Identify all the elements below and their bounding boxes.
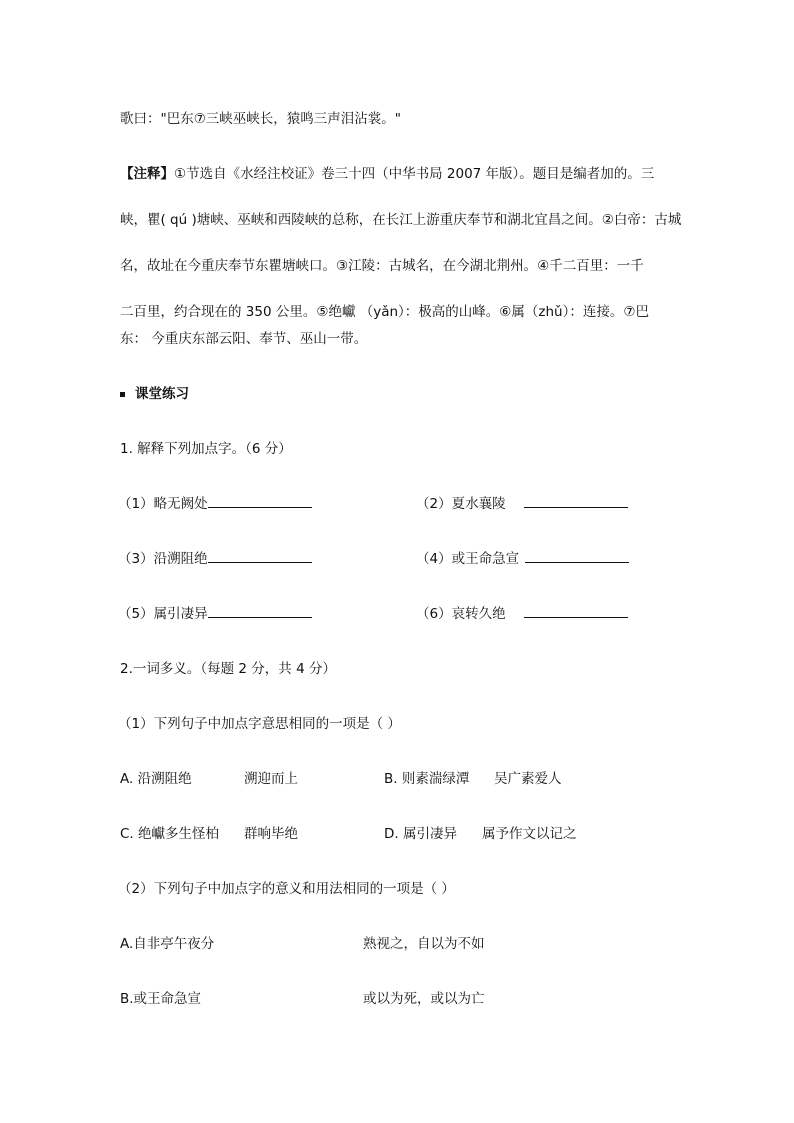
q2-sub2-stem: （2）下列句子中加点字的意义和用法相同的一项是（ ） bbox=[118, 881, 455, 897]
q1-item-2 bbox=[416, 495, 628, 513]
option-phrase-2: 群响毕绝 bbox=[244, 826, 298, 842]
option-label: B. bbox=[384, 771, 398, 787]
notes-line-2: 峡，瞿( qú )塘峡、巫峡和西陵峡的总称，在长江上游重庆奉节和湖北宜昌之间。②白帝：古城 bbox=[120, 212, 682, 228]
section-heading bbox=[120, 385, 189, 403]
option-phrase-2: 属予作文以记之 bbox=[482, 826, 577, 842]
option-phrase-2: 溯迎而上 bbox=[244, 771, 298, 787]
q2-sub1-option-d bbox=[384, 825, 457, 843]
q2-sub1-stem: （1）下列句子中加点字意思相同的一项是（ ） bbox=[118, 716, 401, 732]
q2-title: 2.一词多义。（每题 2 分，共 4 分） bbox=[120, 661, 336, 677]
bullet-square-icon bbox=[120, 392, 125, 397]
option-phrase-1: 沿溯阻绝 bbox=[137, 771, 192, 787]
option-phrase-2: 吴广素爱人 bbox=[494, 771, 562, 787]
q2-sub1-option-b bbox=[384, 770, 469, 788]
notes-heading: 【注释】 bbox=[120, 166, 174, 182]
notes-line-3: 名，故址在今重庆奉节东瞿塘峡口。③江陵：古城名，在今湖北荆州。④千二百里：一千 bbox=[120, 258, 644, 274]
q1-item-3 bbox=[118, 550, 312, 568]
q1-title: 1. 解释下列加点字。（6 分） bbox=[120, 441, 292, 457]
q2-sub2-option-a-compare: 熟视之，自以为不如 bbox=[363, 936, 485, 952]
q2-sub1-option-c bbox=[120, 825, 219, 843]
q2-sub2-option-b: B.或王命急宣 bbox=[120, 991, 202, 1007]
q2-sub1-option-a bbox=[120, 770, 192, 788]
q1-item-label: （3）沿溯阻绝 bbox=[118, 551, 208, 567]
q2-sub2-option-a: A.自非亭午夜分 bbox=[120, 936, 215, 952]
answer-blank[interactable] bbox=[208, 495, 312, 508]
q1-item-label: （4）或王命急宣 bbox=[416, 551, 520, 567]
option-label: A. bbox=[120, 771, 134, 787]
q2-sub2-option-b-compare: 或以为死，或以为亡 bbox=[363, 991, 485, 1007]
answer-blank[interactable] bbox=[524, 605, 628, 618]
option-phrase-1: 绝巘多生怪柏 bbox=[138, 826, 220, 842]
notes-line-5: 东： 今重庆东部云阳、奉节、巫山一带。 bbox=[120, 331, 368, 347]
q1-item-label: （1）略无阙处 bbox=[118, 496, 208, 512]
answer-blank[interactable] bbox=[524, 495, 628, 508]
poem-line: 歌曰："巴东⑦三峡巫峡长，猿鸣三声泪沾裳。" bbox=[120, 111, 402, 127]
q1-item-1 bbox=[118, 495, 312, 513]
q1-item-label: （5）属引凄异 bbox=[118, 606, 208, 622]
option-phrase-1: 属引凄异 bbox=[402, 826, 457, 842]
option-phrase-1: 则素湍绿潭 bbox=[401, 771, 470, 787]
notes-line-4: 二百里，约合现在的 350 公里。⑤绝巘 （yǎn）：极高的山峰。⑥属（zhǔ）：连接。⑦巴 bbox=[120, 304, 649, 320]
answer-blank[interactable] bbox=[208, 605, 312, 618]
notes-line-1 bbox=[120, 165, 654, 183]
section-title: 课堂练习 bbox=[135, 386, 189, 402]
option-label: D. bbox=[384, 826, 399, 842]
answer-blank[interactable] bbox=[208, 550, 312, 563]
q1-item-6 bbox=[416, 605, 628, 623]
notes-text-1: ①节选自《水经注校证》卷三十四（中华书局 2007 年版）。题目是编者加的。三 bbox=[174, 166, 655, 182]
q1-item-label: （2）夏水襄陵 bbox=[416, 496, 506, 512]
q1-item-label: （6）哀转久绝 bbox=[416, 606, 506, 622]
answer-blank[interactable] bbox=[525, 550, 629, 563]
option-label: C. bbox=[120, 826, 134, 842]
q1-item-4 bbox=[416, 550, 629, 568]
q1-item-5 bbox=[118, 605, 312, 623]
